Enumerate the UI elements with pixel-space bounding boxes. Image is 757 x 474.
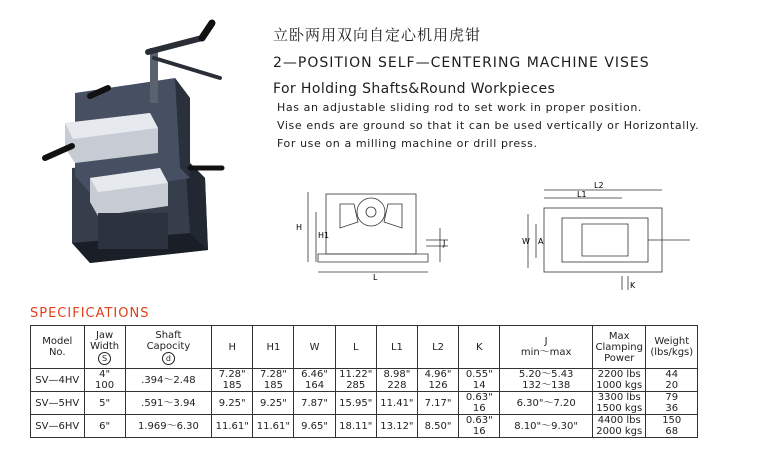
- header-w: W: [294, 326, 335, 369]
- table-cell: 7.87": [294, 392, 335, 415]
- table-cell: SV—6HV: [31, 415, 85, 438]
- table-cell: 8.98" 228: [376, 369, 417, 392]
- specifications-title: SPECIFICATIONS: [30, 306, 150, 321]
- table-cell: 4" 100: [84, 369, 125, 392]
- label-a: A: [538, 237, 544, 246]
- header-l1: L1: [376, 326, 417, 369]
- vise-product-photo: [30, 18, 245, 268]
- label-l: L: [373, 273, 378, 282]
- table-header-row: [31, 326, 698, 369]
- table-cell: 5": [84, 392, 125, 415]
- label-l1: L1: [577, 190, 587, 199]
- table-cell: 0.63" 16: [459, 415, 500, 438]
- table-cell: .591～3.94: [125, 392, 211, 415]
- table-cell: 11.61": [253, 415, 294, 438]
- label-l2: L2: [594, 181, 604, 190]
- table-cell: 150 68: [646, 415, 698, 438]
- table-cell: SV—4HV: [31, 369, 85, 392]
- label-h1: H1: [318, 231, 330, 240]
- table-cell: 11.22" 285: [335, 369, 376, 392]
- label-w: W: [522, 237, 530, 246]
- header-h1: H1: [253, 326, 294, 369]
- title-english: 2—POSITION SELF—CENTERING MACHINE VISES: [273, 55, 650, 71]
- subtitle: For Holding Shafts&Round Workpieces: [273, 81, 556, 97]
- table-cell: 18.11": [335, 415, 376, 438]
- label-h: H: [296, 223, 303, 232]
- feature-item: Vise ends are ground so that it can be used vertically or Horizontally.: [277, 119, 700, 132]
- table-cell: 2200 lbs 1000 kgs: [592, 369, 646, 392]
- label-j: J: [443, 239, 446, 248]
- specifications-table: [30, 325, 698, 438]
- table-cell: 8.10"～9.30": [500, 415, 593, 438]
- header-weight: Weight (lbs/kgs): [646, 326, 698, 369]
- table-cell: 8.50": [418, 415, 459, 438]
- table-cell: .394～2.48: [125, 369, 211, 392]
- table-cell: SV—5HV: [31, 392, 85, 415]
- feature-item: Has an adjustable sliding rod to set work in proper position.: [277, 101, 643, 114]
- table-cell: 4.96" 126: [418, 369, 459, 392]
- table-cell: 9.25": [253, 392, 294, 415]
- table-cell: 44 20: [646, 369, 698, 392]
- table-cell: 9.25": [212, 392, 253, 415]
- table-cell: 7.28" 185: [212, 369, 253, 392]
- table-cell: 4400 lbs 2000 kgs: [592, 415, 646, 438]
- header-model: Model No.: [31, 326, 85, 369]
- jaw-mark-icon: S: [98, 352, 111, 365]
- table-cell: 7.28" 185: [253, 369, 294, 392]
- feature-list: [277, 99, 699, 153]
- shaft-mark-icon: d: [162, 352, 175, 365]
- table-cell: 11.41": [376, 392, 417, 415]
- table-cell: 11.61": [212, 415, 253, 438]
- table-cell: 6.46" 164: [294, 369, 335, 392]
- table-row: [31, 392, 698, 415]
- table-cell: 79 36: [646, 392, 698, 415]
- header-k: K: [459, 326, 500, 369]
- header-h: H: [212, 326, 253, 369]
- header-l2: L2: [418, 326, 459, 369]
- feature-item: For use on a milling machine or drill press.: [277, 137, 538, 150]
- table-cell: 9.65": [294, 415, 335, 438]
- front-view-diagram: [288, 182, 458, 282]
- table-row: [31, 415, 698, 438]
- table-cell: 15.95": [335, 392, 376, 415]
- table-cell: 0.63" 16: [459, 392, 500, 415]
- table-row: [31, 369, 698, 392]
- label-k: K: [630, 281, 636, 290]
- table-cell: 5.20～5.43 132～138: [500, 369, 593, 392]
- heading-block: [273, 24, 650, 97]
- table-cell: 1.969～6.30: [125, 415, 211, 438]
- table-cell: 3300 lbs 1500 kgs: [592, 392, 646, 415]
- table-cell: 6.30"～7.20: [500, 392, 593, 415]
- header-jaw-width: Jaw Width S: [84, 326, 125, 369]
- header-shaft-capacity: Shaft Capocity d: [125, 326, 211, 369]
- table-cell: 0.55" 14: [459, 369, 500, 392]
- table-cell: 6": [84, 415, 125, 438]
- header-j: J min～max: [500, 326, 593, 369]
- top-view-diagram: [522, 178, 694, 294]
- table-cell: 13.12": [376, 415, 417, 438]
- table-cell: 7.17": [418, 392, 459, 415]
- header-l: L: [335, 326, 376, 369]
- title-chinese: 立卧两用双向自定心机用虎钳: [273, 26, 482, 44]
- header-max-clamping: Max Clamping Power: [592, 326, 646, 369]
